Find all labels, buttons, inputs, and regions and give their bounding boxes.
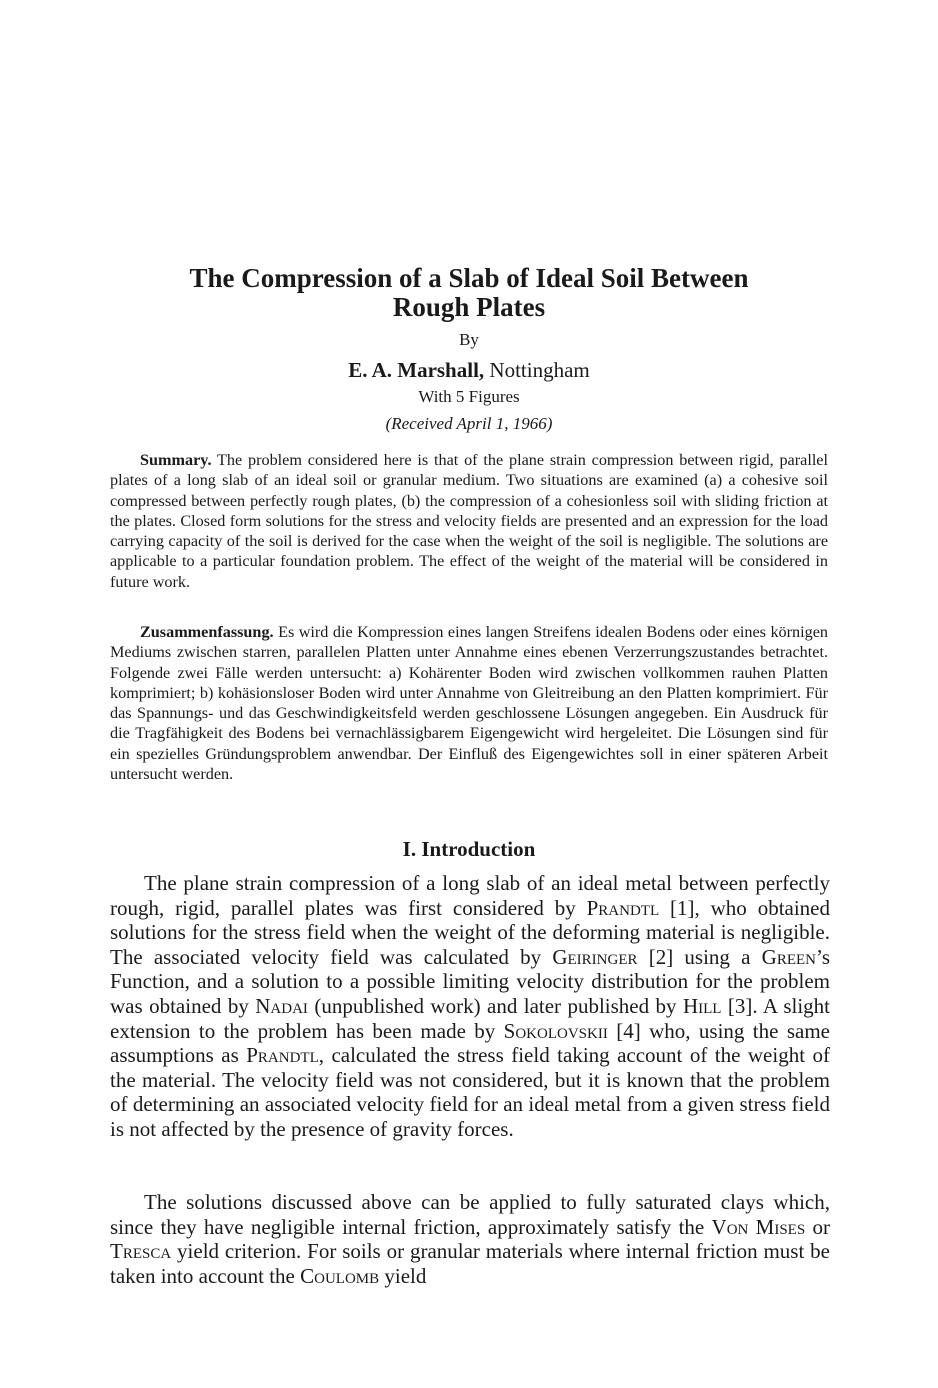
text-run: [1], who obtained solutions for the stress field when the weight of the deforming material is negligible. The associated velocity field was calculated by: [110, 895, 831, 969]
author-ref-coulomb: Coulomb: [300, 1263, 380, 1288]
summary-text: The problem considered here is that of the plane strain compression between rigid, parallel plates of a long slab of an ideal soil or granular medium. Two situations are examined (a) a cohesive soil compressed between perfectly rough plates, (b) the compression of a cohesionless soil with sliding friction at the plates. Closed form solutions for the stress and velocity fields are presented and an expression for the load carrying capacity of the soil is derived for the case when the weight of the soil is negligible. The solutions are applicable to a particular foundation problem. The effect of the weight of the material will be considered in future work.: [110, 451, 828, 591]
text-run: [4] who, using the same assumptions as: [110, 1018, 830, 1068]
text-run: yield: [379, 1263, 427, 1288]
figure-count: With 5 Figures: [418, 387, 520, 406]
text-run: The plane strain compression of a long slab of an ideal metal between perfectly rough, rigid, parallel plates was first considered by: [110, 871, 830, 920]
text-run: , calculated the stress field taking account of the weight of the material. The velocity field was not considered, but it is known that the problem of determining an associated velocity field for an ideal metal from a given stress field is not affected by the presence of gravity forces.: [110, 1043, 830, 1141]
text-run: The solutions discussed above can be applied to fully saturated clays which, since they have negligible internal friction, approximately satisfy the: [110, 1190, 830, 1239]
author-ref-sokolovskii: Sokolovskii: [503, 1018, 608, 1043]
intro-paragraph-2: [110, 1190, 830, 1288]
intro-paragraph-1: [110, 871, 830, 1142]
summary-label: Summary.: [140, 451, 212, 469]
zusammenfassung-text: Es wird die Kompression eines langen Streifens idealen Bodens oder eines körnigen Mediums zwischen starren, parallelen Platten unter Annahme eines ebenen Verzerrungszustandes betrachtet. Folgende zwei Fälle werden untersucht: a) Kohärenter Boden wird zwischen vollkommen rauhen Platten komprimiert; b) kohäsionsloser Boden wird unter Annahme von Gleitreibung an den Platten komprimiert. Für das Spannungs- und das Geschwindigkeitsfeld werden geschlossene Lösungen angegeben. Ein Ausdruck für die Tragfähigkeit des Bodens bei vernachlässigbarem Eigengewicht wird hergeleitet. Die Lösungen sind für ein spezielles Gründungsproblem anwendbar. Der Einfluß des Eigengewichtes soll in einer späteren Arbeit untersucht werden.: [110, 623, 828, 784]
author-ref-hill: Hill: [682, 993, 722, 1018]
text-run: (unpublished work) and later published by: [307, 993, 683, 1018]
author-ref-green: Green: [761, 944, 816, 969]
text-run: [2] using a: [637, 944, 762, 969]
paper-title-line-2: Rough Plates: [392, 292, 546, 322]
summary-abstract: [110, 450, 828, 592]
author-ref-von-mises: Von Mises: [711, 1214, 806, 1239]
text-run: [3]. A slight extension to the problem has been made by: [110, 993, 830, 1043]
text-run: or: [805, 1214, 830, 1239]
author-ref-prandtl: Prandtl: [586, 895, 660, 920]
author-ref-tresca: Tresca: [110, 1239, 172, 1264]
author-ref-geiringer: Geiringer: [552, 944, 638, 969]
text-run: yield criterion. For soils or granular materials where internal friction must be taken into account the: [110, 1239, 830, 1288]
author-ref-prandtl-2: Prandtl: [246, 1043, 319, 1068]
zusammenfassung-abstract: [110, 622, 828, 784]
author-name: E. A. Marshall,: [348, 358, 485, 382]
text-run: ’s Function, and a solution to a possible limiting velocity distribution for the problem was obtained by: [110, 944, 830, 1018]
paper-title-line-1: The Compression of a Slab of Ideal Soil Between: [189, 263, 749, 293]
zusammenfassung-label: Zusammenfassung.: [140, 623, 274, 641]
author-location: Nottingham: [484, 358, 590, 382]
received-date: (Received April 1, 1966): [385, 414, 553, 433]
section-heading-introduction: I. Introduction: [402, 837, 536, 861]
by-line: By: [459, 330, 479, 349]
author-ref-nadai: Nadai: [255, 993, 308, 1018]
author-line: [110, 358, 828, 383]
